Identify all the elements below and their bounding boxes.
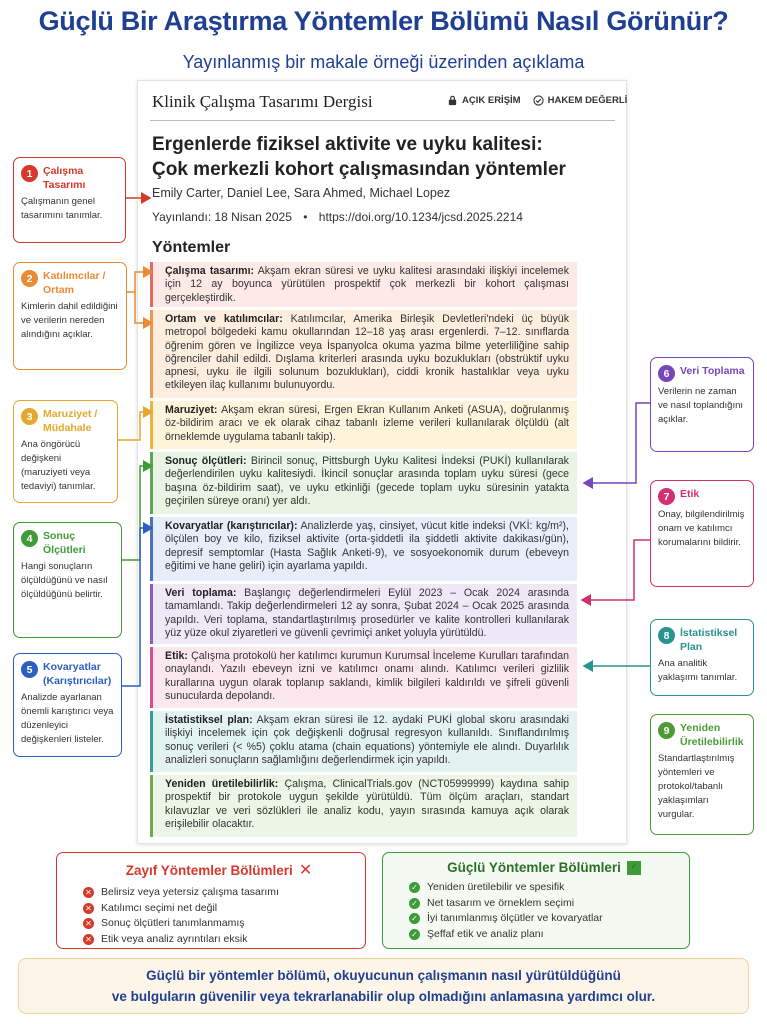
callout-title: Yeniden Üretilebilirlik <box>680 722 744 748</box>
page-subtitle: Yayınlanmış bir makale örneği üzerinden açıklama <box>182 52 585 72</box>
callout-header <box>658 721 746 749</box>
callout-number: 2 <box>21 270 38 287</box>
summary-banner: Güçlü bir yöntemler bölümü, okuyucunun çalışmanın nasıl yürütüldüğünü ve bulguların güvenilir veya tekrarlanabilir olup olmadığını anlamasına yardımcı olur. <box>18 958 749 1014</box>
method-section-participants <box>150 310 577 398</box>
method-section-label: İstatistiksel plan: <box>165 714 253 726</box>
weak-methods-list <box>83 885 355 947</box>
callout-number: 9 <box>658 722 675 739</box>
article-title: Ergenlerde fiziksel aktivite ve uyku kalitesi: Çok merkezli kohort çalışmasından yöntemler <box>152 134 566 180</box>
method-section-label: Maruziyet: <box>165 404 218 416</box>
method-section-text: Akşam ekran süresi ve uyku kalitesi arasındaki ilişkiyi incelemek için 12 ay boyunca yürütülen prospektif çok merkezli bir kohort çalışması gerçekleştirdik. <box>165 265 570 304</box>
callout-description: Ana analitik yaklaşımı tanımlar. <box>658 658 738 683</box>
callout-description: Çalışmanın genel tasarımını tanımlar. <box>21 196 103 221</box>
check-circle-icon <box>533 95 544 106</box>
method-section-label: Çalışma tasarımı: <box>165 265 255 277</box>
callout-number: 5 <box>21 661 38 678</box>
strong-methods-box <box>382 852 690 949</box>
peer-reviewed-badge <box>533 95 628 106</box>
method-section-statistics <box>150 711 577 772</box>
check-circle-icon: ✓ <box>409 913 420 924</box>
method-section-label: Etik: <box>165 650 188 662</box>
method-section-text: Katılımcılar, Amerika Birleşik Devletleri'ndeki üç büyük metropol bölgedeki kamu okullarından 12–18 yaş arası ergenlerdi. 7–12. sınıflarda öğrenim gören ve İngilizce veya İspanyolca okuma yazma bilme yeterliliğine sahip öğrenciler dahil edildi. Dışlama kriterleri arasında uyku bozuklukları (obstrüktif uyku apnesi, uyku ile ilgili solunum bozuklukları), ciddi kronik hastalıklar veya uyku etkileyen ilaç kullanımı bulunuyordu. <box>165 313 569 392</box>
callout-title: Katılımcılar / Ortam <box>43 270 106 296</box>
callout-description: Kimlerin dahil edildiğini ve verilerin nereden alındığını açıklar. <box>21 301 118 340</box>
callout-8 <box>650 619 754 696</box>
callout-header <box>21 269 119 297</box>
method-section-label: Ortam ve katılımcılar: <box>165 313 283 325</box>
check-circle-icon: ✓ <box>627 861 641 875</box>
method-section-data-collection <box>150 584 577 644</box>
callout-3 <box>13 400 118 503</box>
callout-header <box>658 487 746 505</box>
page-title: Güçlü Bir Araştırma Yöntemler Bölümü Nasıl Görünür? <box>38 6 729 36</box>
callout-title: Maruziyet / Müdahale <box>43 408 98 434</box>
publication-date: Yayınlandı: 18 Nisan 2025 <box>152 210 292 224</box>
callout-4 <box>13 522 122 638</box>
callout-2 <box>13 262 127 370</box>
cross-icon: ✕ <box>298 862 313 879</box>
callout-5 <box>13 653 122 757</box>
list-item: ✕ Katılımcı seçimi net değil <box>83 901 355 917</box>
method-section-text: Analizlerde yaş, cinsiyet, vücut kitle indeksi (VKİ: kg/m²), ölçülen boy ve kilo, fiziksel aktivite (orta-şiddetli ila şiddetli aktivite dakikası/gün), depresif semptomlar (Hasta Sağlık Anketi-9), ve sosyoekonomik durum (ebeveyn eğitimi ve hane geliri) için ayarlama yapıldı. <box>165 520 569 572</box>
method-section-label: Kovaryatlar (karıştırıcılar): <box>165 520 298 532</box>
separator-dot: • <box>303 210 308 224</box>
callout-title: Kovaryatlar (Karıştırıcılar) <box>43 661 112 687</box>
publication-line <box>152 210 523 224</box>
cross-circle-icon: ✕ <box>83 887 94 898</box>
method-section-covariates <box>150 517 577 581</box>
method-section-ethics <box>150 647 577 708</box>
cross-circle-icon: ✕ <box>83 903 94 914</box>
list-item: ✓ Net tasarım ve örneklem seçimi <box>409 896 679 912</box>
callout-number: 1 <box>21 165 38 182</box>
peer-reviewed-label: HAKEM DEĞERLİ <box>547 95 628 106</box>
open-access-badge <box>447 95 521 106</box>
method-section-label: Yeniden üretilebilirlik: <box>165 778 279 790</box>
callout-9 <box>650 714 754 835</box>
callout-header <box>21 529 114 557</box>
method-section-exposure <box>150 401 577 449</box>
callout-description: Hangi sonuçların ölçüldüğünü ve nasıl ölçüldüğünü belirtir. <box>21 561 108 600</box>
callout-description: Analizde ayarlanan önemli karıştırıcı veya düzenleyici değişkenleri listeler. <box>21 692 114 745</box>
callout-number: 6 <box>658 365 675 382</box>
list-item: ✓ Yeniden üretilebilir ve spesifik <box>409 880 679 896</box>
method-section-label: Veri toplama: <box>165 587 237 599</box>
method-section-text: Çalışma protokolü her katılımcı kurumun Kurumsal İnceleme Kurulları tarafından onaylandı. Yazılı ebeveyn izni ve katılımcı onamı alındı. Katılımcı verileri gizlilik kurallarına uygun olarak toplanıp saklandı, kimlik bilgileri kaldırıldı ve şifreli güvenli sunucularda depolandı. <box>165 650 569 702</box>
method-section-text: Birincil sonuç, Pittsburgh Uyku Kalitesi İndeksi (PUKİ) kullanılarak değerlendirilen uyku kalitesiydi. İkincil sonuçlar arasında toplam uyku süresi (gece başına öz-bildirim saat), ve uyku etkinliği (gecede toplam uyku süresinin yatakta geçirilen süreye oranı) yer aldı. <box>165 455 569 507</box>
strong-methods-list <box>409 880 679 942</box>
method-section-text: Çalışma, ClinicalTrials.gov (NCT05999999) kaydına sahip prospektif bir protokole uygun şekilde yürütüldü. Tüm ölçüm araçları, standart kılavuzlar ve veri sözlükleri ile analiz kodu, yayın sırasında kamuya açık olarak erişilebilir olacaktır. <box>165 778 569 830</box>
callout-description: Verilerin ne zaman ve nasıl toplandığını açıklar. <box>658 386 744 425</box>
check-circle-icon: ✓ <box>409 929 420 940</box>
article-authors: Emily Carter, Daniel Lee, Sara Ahmed, Michael Lopez <box>152 186 451 200</box>
callout-title: Sonuç Ölçütleri <box>43 530 86 556</box>
callout-description: Onay, bilgilendirilmiş onam ve katılımcı korumalarını bildirir. <box>658 509 745 548</box>
journal-name: Klinik Çalışma Tasarımı Dergisi <box>152 92 373 111</box>
cross-circle-icon: ✕ <box>83 918 94 929</box>
header-divider <box>150 120 615 121</box>
method-section-text: Akşam ekran süresi ile 12. aydaki PUKİ global skoru arasındaki ilişkiyi incelemek için çok değişkenli doğrusal regresyon kullanıldı. Sınıflandırılmış sonuç verileri (< %5) çoklu atama (chain equations) yöntemiyle ele alındı. Duyarlılık analizleri sonuçların sağlamlığını değerlendirmek için yapıldı. <box>165 714 569 766</box>
callout-header <box>21 164 118 192</box>
check-circle-icon: ✓ <box>409 898 420 909</box>
callout-description: Standartlaştırılmış yöntemleri ve protokol/tabanlı yaklaşımları vurgular. <box>658 753 735 820</box>
list-item: ✓ Şeffaf etik ve analiz planı <box>409 927 679 943</box>
list-item: ✓ İyi tanımlanmış ölçütler ve kovaryatlar <box>409 911 679 927</box>
callout-number: 8 <box>658 627 675 644</box>
callout-7 <box>650 480 754 587</box>
open-access-label: AÇIK ERİŞİM <box>462 95 521 106</box>
callout-1 <box>13 157 126 243</box>
callout-title: Veri Toplama <box>680 365 745 377</box>
doi-link[interactable]: https://doi.org/10.1234/jcsd.2025.2214 <box>318 210 523 224</box>
method-section-text: Başlangıç değerlendirmeleri Eylül 2023 – Ocak 2024 arasında tamamlandı. Takip değerlendirmeleri 12 ay sonra, Şubat 2024 – Ocak 2025 arasında yapıldı. Veri toplama, standartlaştırılmış prosedürler ve kalite kontrolleri kullanılarak yüz yüze okul ziyaretleri ve güvenli çevrimiçi anket yoluyla yürütüldü. <box>165 587 569 639</box>
callout-title: Etik <box>680 488 700 500</box>
list-item: ✕ Belirsiz veya yetersiz çalışma tasarımı <box>83 885 355 901</box>
list-item: ✕ Sonuç ölçütleri tanımlanmamış <box>83 916 355 932</box>
callout-number: 3 <box>21 408 38 425</box>
list-item: ✕ Etik veya analiz ayrıntıları eksik <box>83 932 355 948</box>
callout-number: 4 <box>21 530 38 547</box>
check-circle-icon: ✓ <box>409 882 420 893</box>
weak-methods-box <box>56 852 366 949</box>
callout-header <box>658 626 746 654</box>
callout-description: Ana öngörücü değişkeni (maruziyeti veya tedaviyi) tanımlar. <box>21 439 96 492</box>
callout-header <box>21 407 110 435</box>
strong-methods-title: Güçlü Yöntemler Bölümleri ✓ <box>409 860 679 875</box>
lock-icon <box>447 95 458 106</box>
callout-6 <box>650 357 754 452</box>
method-section-design <box>150 262 577 307</box>
method-section-outcomes <box>150 452 577 514</box>
callout-header <box>658 364 746 382</box>
callout-header <box>21 660 114 688</box>
method-section-reproducibility <box>150 775 577 837</box>
callout-number: 7 <box>658 488 675 505</box>
callout-title: İstatistiksel Plan <box>680 627 738 653</box>
methods-heading: Yöntemler <box>152 239 231 256</box>
method-section-text: Akşam ekran süresi, Ergen Ekran Kullanım Anketi (ASUA), doğrulanmış öz-bildirim aracı ve ek olarak cihaz tabanlı izleme verileri kullanılarak ölçüldü (alt örneklemde uygulama tabanlı takip). <box>165 404 569 443</box>
callout-title: Çalışma Tasarımı <box>43 165 86 191</box>
method-section-label: Sonuç ölçütleri: <box>165 455 247 467</box>
article-badges <box>447 95 627 106</box>
weak-methods-title: Zayıf Yöntemler Bölümleri ✕ <box>125 862 313 879</box>
cross-circle-icon: ✕ <box>83 934 94 945</box>
